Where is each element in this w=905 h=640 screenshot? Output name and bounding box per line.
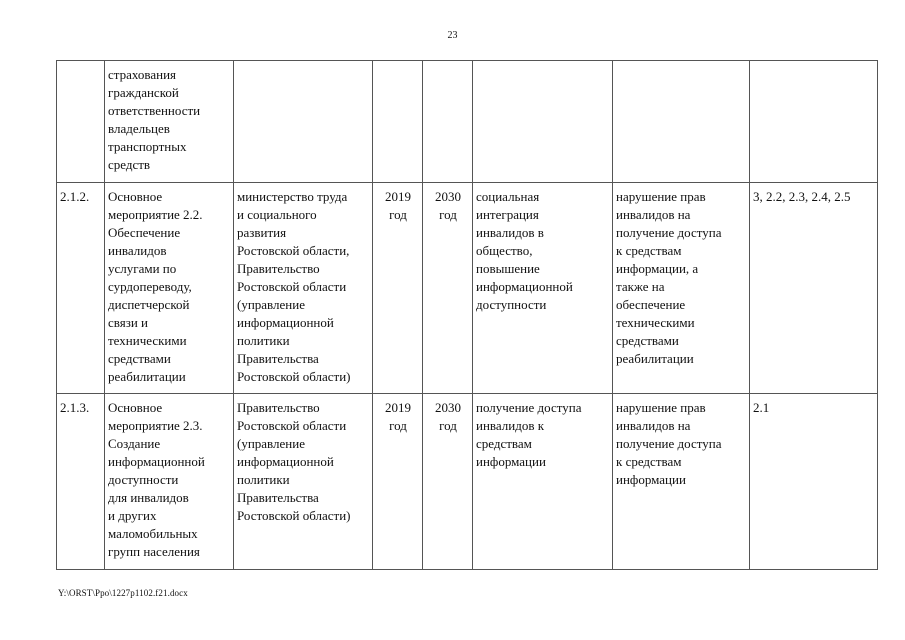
cell-consequences: нарушение прав инвалидов на получение доступа к средствам информации xyxy=(613,394,750,570)
cell-number: 2.1.3. xyxy=(57,394,105,570)
cell-indicators xyxy=(750,61,878,183)
page-number: 23 xyxy=(447,30,458,41)
cell-indicators: 3, 2.2, 2.3, 2.4, 2.5 xyxy=(750,183,878,394)
table-row xyxy=(57,394,878,570)
cell-consequences xyxy=(613,61,750,183)
cell-expected-result: социальная интеграция инвалидов в общество, повышение информационной доступности xyxy=(473,183,613,394)
measures-table xyxy=(56,60,878,570)
cell-number: 2.1.2. xyxy=(57,183,105,394)
cell-indicators: 2.1 xyxy=(750,394,878,570)
cell-executor: Правительство Ростовской области (управление информационной политики Правительства Ростовской области) xyxy=(234,394,373,570)
cell-consequences: нарушение прав инвалидов на получение доступа к средствам информации, а также на обеспечение техническими средствами реабилитации xyxy=(613,183,750,394)
cell-measure-name: Основное мероприятие 2.3. Создание информационной доступности для инвалидов и других маломобильных групп населения xyxy=(105,394,234,570)
cell-end-year: 2030 год xyxy=(423,183,473,394)
cell-expected-result xyxy=(473,61,613,183)
cell-end-year: 2030 год xyxy=(423,394,473,570)
cell-end-year xyxy=(423,61,473,183)
footer-file-path: Y:\ORST\Ppo\1227p1102.f21.docx xyxy=(58,588,188,598)
table-row xyxy=(57,183,878,394)
table-row xyxy=(57,61,878,183)
cell-expected-result: получение доступа инвалидов к средствам информации xyxy=(473,394,613,570)
cell-executor: министерство труда и социального развития Ростовской области, Правительство Ростовской области (управление информационной политики Правительства Ростовской области) xyxy=(234,183,373,394)
cell-measure-name: страхования гражданской ответственности владельцев транспортных средств xyxy=(105,61,234,183)
cell-start-year: 2019 год xyxy=(373,183,423,394)
cell-start-year: 2019 год xyxy=(373,394,423,570)
cell-measure-name: Основное мероприятие 2.2. Обеспечение инвалидов услугами по сурдопереводу, диспетчерской связи и техническими средствами реабилитации xyxy=(105,183,234,394)
cell-executor xyxy=(234,61,373,183)
cell-start-year xyxy=(373,61,423,183)
cell-number xyxy=(57,61,105,183)
